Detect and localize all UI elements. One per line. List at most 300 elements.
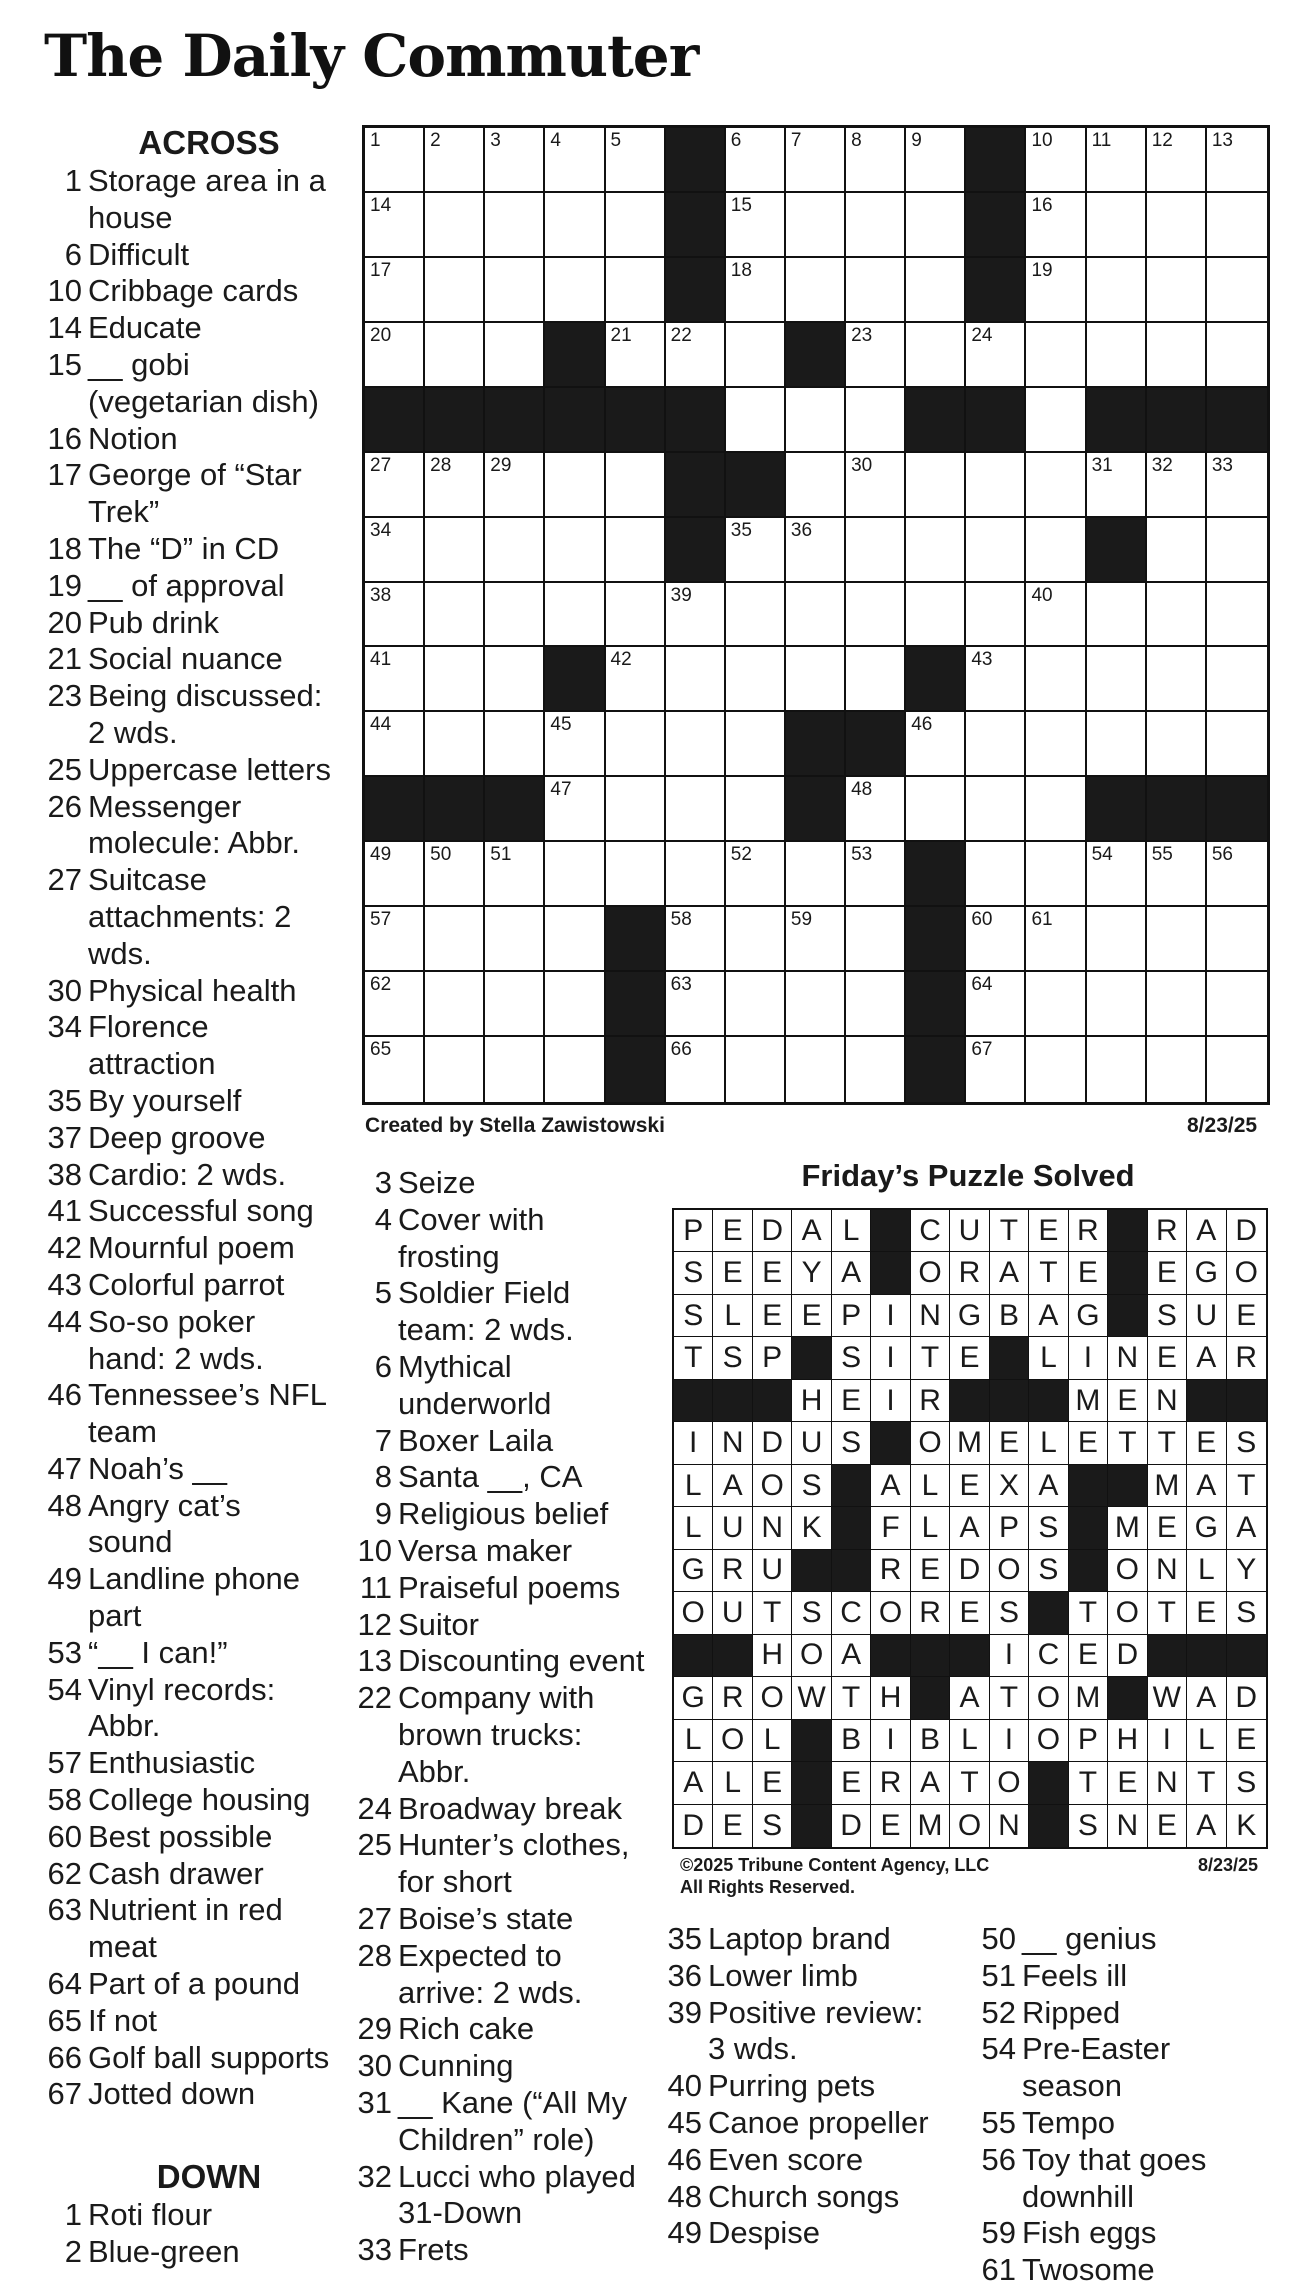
grid-cell[interactable] (906, 712, 966, 777)
grid-cell[interactable] (425, 518, 485, 583)
grid-cell[interactable] (726, 907, 786, 972)
grid-cell[interactable] (1026, 323, 1086, 388)
grid-cell[interactable] (545, 518, 605, 583)
grid-cell[interactable] (846, 777, 906, 842)
down-clue-11[interactable] (354, 1570, 654, 1607)
grid-cell[interactable] (485, 193, 545, 258)
across-clue-60[interactable] (44, 1819, 344, 1856)
solution-letter: D (761, 1213, 783, 1247)
down-clue-48[interactable] (664, 2179, 964, 2216)
grid-cell[interactable] (1026, 388, 1086, 453)
grid-cell[interactable] (906, 128, 966, 193)
grid-cell[interactable] (425, 453, 485, 518)
across-clue-18[interactable] (44, 531, 344, 568)
down-clue-12[interactable] (354, 1607, 654, 1644)
grid-cell[interactable] (1207, 323, 1267, 388)
grid-cell[interactable] (545, 1037, 605, 1102)
cell-number: 17 (370, 259, 392, 281)
down-clue-61[interactable] (978, 2252, 1278, 2289)
across-clue-54[interactable] (44, 1672, 344, 1746)
grid-cell[interactable] (906, 518, 966, 583)
clue-text-line: Tennessee’s NFL (88, 1377, 327, 1413)
grid-cell[interactable] (425, 128, 485, 193)
grid-cell[interactable] (1026, 518, 1086, 583)
grid-cell[interactable] (1207, 1037, 1267, 1102)
across-clue-58[interactable] (44, 1782, 344, 1819)
grid-cell[interactable] (1207, 907, 1267, 972)
grid-cell[interactable] (485, 258, 545, 323)
across-clue-46[interactable] (44, 1377, 344, 1451)
grid-cell[interactable] (1147, 712, 1207, 777)
grid-cell[interactable] (1087, 323, 1147, 388)
down-clue-22[interactable] (354, 1680, 654, 1790)
grid-cell[interactable] (1147, 518, 1207, 583)
grid-cell[interactable] (906, 193, 966, 258)
down-clue-46[interactable] (664, 2142, 964, 2179)
grid-cell[interactable] (966, 647, 1026, 712)
grid-cell[interactable] (1147, 258, 1207, 323)
down-clue-6[interactable] (354, 1349, 654, 1423)
grid-cell[interactable] (606, 453, 666, 518)
grid-cell[interactable] (846, 1037, 906, 1102)
across-clue-49[interactable] (44, 1561, 344, 1635)
solution-cell (1069, 1380, 1108, 1422)
grid-cell[interactable] (1087, 842, 1147, 907)
down-clue-35[interactable] (664, 1921, 964, 1958)
grid-cell[interactable] (365, 712, 425, 777)
across-clue-41[interactable] (44, 1193, 344, 1230)
across-clue-26[interactable] (44, 789, 344, 863)
grid-cell[interactable] (365, 842, 425, 907)
grid-cell[interactable] (545, 583, 605, 648)
clue-text-line: Vinyl records: (88, 1671, 276, 1707)
clue-number: 6 (374, 1348, 392, 1384)
across-clue-14[interactable] (44, 310, 344, 347)
grid-cell[interactable] (606, 842, 666, 907)
grid-cell[interactable] (906, 258, 966, 323)
grid-cell[interactable] (1026, 258, 1086, 323)
grid-cell[interactable] (966, 842, 1026, 907)
grid-cell[interactable] (606, 258, 666, 323)
grid-cell[interactable] (786, 128, 846, 193)
solution-cell (792, 1295, 831, 1337)
down-clue-27[interactable] (354, 1901, 654, 1938)
down-clue-13[interactable] (354, 1643, 654, 1680)
grid-cell[interactable] (906, 453, 966, 518)
grid-cell[interactable] (726, 388, 786, 453)
grid-cell[interactable] (1087, 907, 1147, 972)
grid-cell[interactable] (365, 972, 425, 1037)
clue-number: 60 (47, 1818, 82, 1854)
grid-cell[interactable] (1207, 583, 1267, 648)
down-clue-52[interactable] (978, 1995, 1278, 2032)
grid-cell[interactable] (846, 518, 906, 583)
grid-cell[interactable] (1147, 193, 1207, 258)
solution-letter: E (1038, 1213, 1059, 1247)
grid-cell[interactable] (786, 258, 846, 323)
grid-cell[interactable] (786, 907, 846, 972)
clue-text-line: Suitcase (88, 862, 207, 898)
grid-cell[interactable] (1147, 907, 1207, 972)
solution-letter: L (1197, 1723, 1215, 1757)
grid-cell[interactable] (545, 972, 605, 1037)
grid-cell[interactable] (1087, 258, 1147, 323)
grid-cell[interactable] (365, 1037, 425, 1102)
down-clue-24[interactable] (354, 1791, 654, 1828)
grid-cell[interactable] (846, 193, 906, 258)
down-clue-49[interactable] (664, 2215, 964, 2252)
across-clue-16[interactable] (44, 421, 344, 458)
grid-cell[interactable] (846, 128, 906, 193)
grid-cell[interactable] (485, 647, 545, 712)
grid-cell[interactable] (966, 323, 1026, 388)
down-clue-10[interactable] (354, 1533, 654, 1570)
grid-cell[interactable] (786, 193, 846, 258)
grid-cell[interactable] (726, 128, 786, 193)
solution-cell (674, 1550, 713, 1592)
grid-cell[interactable] (1087, 128, 1147, 193)
clue-number: 1 (64, 163, 82, 198)
solution-letter: S (1038, 1510, 1059, 1544)
grid-cell[interactable] (425, 647, 485, 712)
across-clue-57[interactable] (44, 1745, 344, 1782)
grid-cell[interactable] (425, 1037, 485, 1102)
grid-cell[interactable] (1147, 842, 1207, 907)
cell-number: 30 (851, 454, 873, 476)
grid-cell[interactable] (726, 647, 786, 712)
solution-cell (674, 1805, 713, 1847)
cell-number: 2 (430, 130, 441, 151)
grid-cell[interactable] (606, 193, 666, 258)
grid-cell[interactable] (1026, 842, 1086, 907)
clue-number: 35 (667, 1921, 702, 1956)
grid-cell[interactable] (666, 323, 726, 388)
down-clue-8[interactable] (354, 1459, 654, 1496)
grid-cell[interactable] (545, 258, 605, 323)
grid-cell[interactable] (485, 453, 545, 518)
across-clue-1[interactable] (44, 163, 344, 237)
grid-cell[interactable] (365, 193, 425, 258)
grid-cell[interactable] (786, 842, 846, 907)
down-clue-7[interactable] (354, 1423, 654, 1460)
across-clue-42[interactable] (44, 1230, 344, 1267)
grid-cell[interactable] (485, 972, 545, 1037)
grid-cell[interactable] (1207, 518, 1267, 583)
clue-text-line: Religious belief (398, 1496, 609, 1532)
grid-cell[interactable] (1026, 583, 1086, 648)
grid-cell[interactable] (846, 323, 906, 388)
down-clue-29[interactable] (354, 2011, 654, 2048)
grid-cell[interactable] (726, 258, 786, 323)
across-clue-43[interactable] (44, 1267, 344, 1304)
grid-cell[interactable] (666, 712, 726, 777)
grid-cell[interactable] (786, 583, 846, 648)
grid-cell[interactable] (606, 518, 666, 583)
grid-cell[interactable] (666, 777, 726, 842)
solution-letter: G (1194, 1256, 1218, 1290)
grid-cell[interactable] (846, 972, 906, 1037)
down-clue-54[interactable] (978, 2031, 1278, 2105)
solution-cell (871, 1337, 910, 1379)
grid-cell[interactable] (1087, 583, 1147, 648)
grid-cell[interactable] (846, 258, 906, 323)
grid-cell[interactable] (846, 907, 906, 972)
grid-cell[interactable] (966, 453, 1026, 518)
grid-cell[interactable] (666, 647, 726, 712)
solution-letter: A (880, 1468, 901, 1502)
grid-cell[interactable] (545, 712, 605, 777)
grid-cell[interactable] (485, 712, 545, 777)
grid-cell[interactable] (545, 193, 605, 258)
down-clue-56[interactable] (978, 2142, 1278, 2216)
grid-cell[interactable] (1087, 712, 1147, 777)
grid-cell[interactable] (365, 323, 425, 388)
down-clue-51[interactable] (978, 1958, 1278, 1995)
across-clue-17[interactable] (44, 457, 344, 531)
solution-letter: G (957, 1298, 982, 1332)
across-clue-23[interactable] (44, 678, 344, 752)
grid-cell[interactable] (966, 712, 1026, 777)
grid-cell[interactable] (365, 453, 425, 518)
across-clue-27[interactable] (44, 862, 344, 972)
down-clue-25[interactable] (354, 1827, 654, 1901)
grid-cell[interactable] (1026, 647, 1086, 712)
grid-cell[interactable] (666, 583, 726, 648)
grid-cell[interactable] (1026, 972, 1086, 1037)
grid-cell[interactable] (365, 518, 425, 583)
grid-cell[interactable] (1147, 972, 1207, 1037)
across-clue-66[interactable] (44, 2040, 344, 2077)
down-clue-28[interactable] (354, 1938, 654, 2012)
grid-cell[interactable] (365, 583, 425, 648)
clue-text-line: Pre-Easter season (1022, 2031, 1171, 2104)
down-clue-36[interactable] (664, 1958, 964, 1995)
down-clue-32[interactable] (354, 2159, 654, 2233)
grid-cell[interactable] (425, 583, 485, 648)
grid-cell[interactable] (1087, 972, 1147, 1037)
across-clue-15[interactable] (44, 347, 344, 421)
across-clue-6[interactable] (44, 237, 344, 274)
grid-cell[interactable] (365, 647, 425, 712)
down-clue-4[interactable] (354, 1202, 654, 1276)
grid-cell[interactable] (606, 777, 666, 842)
clue-text-line: Messenger (88, 788, 242, 824)
down-clue-9[interactable] (354, 1496, 654, 1533)
across-clue-48[interactable] (44, 1488, 344, 1562)
down-clue-5[interactable] (354, 1275, 654, 1349)
grid-cell[interactable] (1147, 323, 1207, 388)
grid-cell[interactable] (666, 972, 726, 1037)
grid-cell[interactable] (1207, 193, 1267, 258)
down-clue-33[interactable] (354, 2232, 654, 2269)
grid-cell[interactable] (1026, 1037, 1086, 1102)
down-clue-1[interactable] (44, 2197, 344, 2234)
grid-cell[interactable] (365, 128, 425, 193)
grid-cell[interactable] (786, 518, 846, 583)
grid-cell[interactable] (425, 907, 485, 972)
grid-cell[interactable] (1207, 712, 1267, 777)
down-clue-55[interactable] (978, 2105, 1278, 2142)
solution-black-square (1227, 1380, 1266, 1422)
grid-cell[interactable] (425, 258, 485, 323)
grid-cell[interactable] (846, 647, 906, 712)
solution-letter: A (1236, 1510, 1257, 1544)
across-clue-63[interactable] (44, 1892, 344, 1966)
grid-cell[interactable] (606, 323, 666, 388)
grid-cell[interactable] (485, 907, 545, 972)
grid-cell[interactable] (846, 583, 906, 648)
grid-cell[interactable] (606, 583, 666, 648)
grid-cell[interactable] (666, 842, 726, 907)
grid-cell[interactable] (726, 777, 786, 842)
grid-cell[interactable] (485, 323, 545, 388)
grid-cell[interactable] (1147, 453, 1207, 518)
grid-cell[interactable] (666, 907, 726, 972)
grid-cell[interactable] (1147, 1037, 1207, 1102)
solution-cell (1108, 1507, 1147, 1549)
grid-cell[interactable] (425, 193, 485, 258)
grid-cell[interactable] (726, 712, 786, 777)
across-clue-67[interactable] (44, 2076, 344, 2113)
grid-cell[interactable] (1207, 647, 1267, 712)
across-clue-65[interactable] (44, 2003, 344, 2040)
down-clue-40[interactable] (664, 2068, 964, 2105)
grid-cell[interactable] (545, 842, 605, 907)
grid-cell[interactable] (485, 583, 545, 648)
grid-cell[interactable] (966, 907, 1026, 972)
grid-cell[interactable] (1087, 453, 1147, 518)
grid-cell[interactable] (966, 1037, 1026, 1102)
grid-cell[interactable] (846, 453, 906, 518)
across-clue-10[interactable] (44, 273, 344, 310)
grid-cell[interactable] (1087, 1037, 1147, 1102)
across-clue-21[interactable] (44, 641, 344, 678)
grid-cell[interactable] (726, 1037, 786, 1102)
across-clue-30[interactable] (44, 973, 344, 1010)
grid-cell[interactable] (1147, 647, 1207, 712)
solution-cell (911, 1210, 950, 1252)
across-clue-34[interactable] (44, 1009, 344, 1083)
down-clue-59[interactable] (978, 2215, 1278, 2252)
grid-cell[interactable] (365, 258, 425, 323)
down-clue-30[interactable] (354, 2048, 654, 2085)
grid-cell[interactable] (1207, 258, 1267, 323)
across-clue-25[interactable] (44, 752, 344, 789)
cell-number: 8 (851, 130, 862, 151)
crossword-grid[interactable] (362, 125, 1270, 1105)
grid-cell[interactable] (1147, 128, 1207, 193)
grid-cell[interactable] (786, 972, 846, 1037)
grid-cell[interactable] (1026, 712, 1086, 777)
grid-cell[interactable] (1207, 972, 1267, 1037)
across-clue-20[interactable] (44, 605, 344, 642)
cell-number: 9 (911, 130, 922, 151)
grid-cell[interactable] (606, 128, 666, 193)
across-clue-35[interactable] (44, 1083, 344, 1120)
down-clue-2[interactable] (44, 2234, 344, 2271)
grid-cell[interactable] (545, 777, 605, 842)
grid-cell[interactable] (726, 842, 786, 907)
across-clue-64[interactable] (44, 1966, 344, 2003)
across-clue-53[interactable] (44, 1635, 344, 1672)
down-clue-3[interactable] (354, 1165, 654, 1202)
solution-cell (792, 1422, 831, 1464)
grid-cell[interactable] (786, 1037, 846, 1102)
cell-number: 14 (370, 194, 392, 216)
grid-cell[interactable] (966, 518, 1026, 583)
grid-cell[interactable] (425, 712, 485, 777)
down-clue-45[interactable] (664, 2105, 964, 2142)
solution-cell (1227, 1592, 1266, 1634)
grid-cell[interactable] (786, 453, 846, 518)
grid-cell[interactable] (545, 453, 605, 518)
grid-cell[interactable] (726, 193, 786, 258)
grid-cell[interactable] (425, 323, 485, 388)
grid-cell[interactable] (1087, 193, 1147, 258)
grid-cell[interactable] (1207, 842, 1267, 907)
grid-cell[interactable] (1026, 777, 1086, 842)
grid-cell[interactable] (1087, 647, 1147, 712)
grid-cell[interactable] (425, 972, 485, 1037)
down-clue-39[interactable] (664, 1995, 964, 2069)
solution-cell (1069, 1337, 1108, 1379)
grid-cell[interactable] (786, 388, 846, 453)
grid-cell[interactable] (1026, 453, 1086, 518)
grid-cell[interactable] (786, 647, 846, 712)
grid-cell[interactable] (726, 323, 786, 388)
across-clue-38[interactable] (44, 1157, 344, 1194)
grid-cell[interactable] (906, 583, 966, 648)
grid-cell[interactable] (1026, 907, 1086, 972)
grid-cell[interactable] (485, 128, 545, 193)
grid-cell[interactable] (666, 1037, 726, 1102)
across-clue-44[interactable] (44, 1304, 344, 1378)
grid-cell[interactable] (606, 647, 666, 712)
grid-cell[interactable] (1207, 453, 1267, 518)
grid-cell[interactable] (846, 842, 906, 907)
grid-cell[interactable] (726, 972, 786, 1037)
grid-cell[interactable] (966, 972, 1026, 1037)
down-clue-50[interactable] (978, 1921, 1278, 1958)
grid-cell[interactable] (485, 518, 545, 583)
grid-cell[interactable] (1207, 128, 1267, 193)
grid-cell[interactable] (1026, 128, 1086, 193)
across-clue-62[interactable] (44, 1856, 344, 1893)
grid-cell[interactable] (906, 777, 966, 842)
across-clue-37[interactable] (44, 1120, 344, 1157)
grid-cell[interactable] (906, 323, 966, 388)
grid-cell[interactable] (846, 388, 906, 453)
grid-cell[interactable] (485, 1037, 545, 1102)
across-clue-47[interactable] (44, 1451, 344, 1488)
grid-cell[interactable] (966, 777, 1026, 842)
across-clue-19[interactable] (44, 568, 344, 605)
down-clue-31[interactable] (354, 2085, 654, 2159)
grid-cell[interactable] (606, 712, 666, 777)
solution-letter: A (920, 1765, 941, 1799)
solution-cell (1148, 1210, 1187, 1252)
grid-cell[interactable] (545, 128, 605, 193)
grid-cell[interactable] (545, 907, 605, 972)
grid-cell[interactable] (425, 842, 485, 907)
grid-cell[interactable] (1026, 193, 1086, 258)
grid-cell[interactable] (485, 842, 545, 907)
grid-cell[interactable] (726, 583, 786, 648)
grid-cell[interactable] (1147, 583, 1207, 648)
grid-cell[interactable] (365, 907, 425, 972)
grid-cell[interactable] (966, 583, 1026, 648)
grid-cell[interactable] (726, 518, 786, 583)
